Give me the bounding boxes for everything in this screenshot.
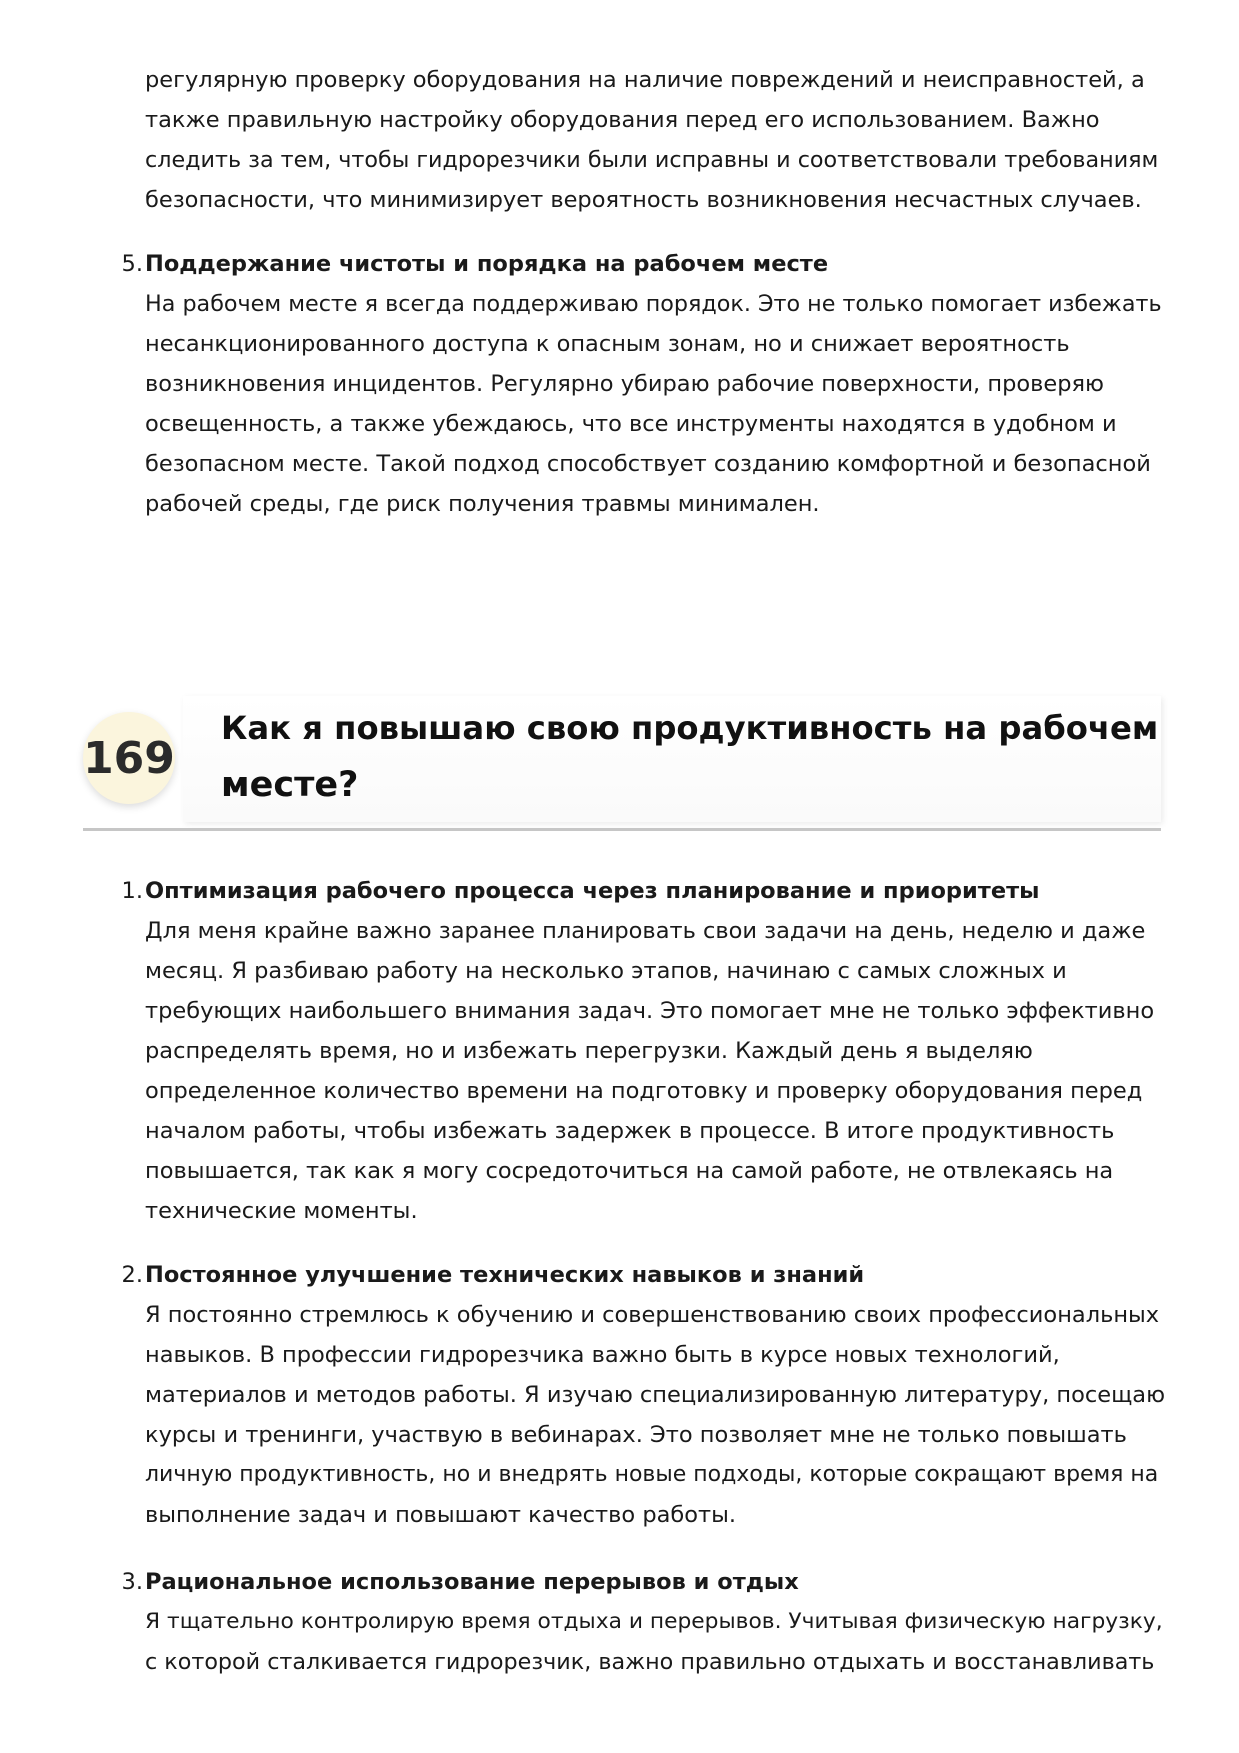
text-line: освещенность, а также убеждаюсь, что все инструменты находятся в удобном и [145, 411, 1117, 437]
text-line: безопасном месте. Такой подход способствует созданию комфортной и безопасной [145, 451, 1151, 477]
section-header [83, 692, 1161, 832]
text-line: курсы и тренинги, участвую в вебинарах. Это позволяет мне не только повышать [145, 1422, 1127, 1448]
list-item-title: Рациональное использование перерывов и отдых [145, 1569, 799, 1595]
list-item-number: 1. [121, 878, 143, 904]
text-line: возникновения инцидентов. Регулярно убираю рабочие поверхности, проверяю [145, 371, 1104, 397]
text-line: выполнение задач и повышают качество работы. [145, 1502, 737, 1528]
list-item-number: 5. [121, 251, 143, 277]
text-line: определенное количество времени на подготовку и проверку оборудования перед [145, 1078, 1143, 1104]
text-line: навыков. В профессии гидрорезчика важно быть в курсе новых технологий, [145, 1342, 1060, 1368]
list-item-number: 2. [121, 1262, 143, 1288]
text-line: регулярную проверку оборудования на наличие повреждений и неисправностей, а [145, 67, 1145, 93]
list-item-body [145, 1562, 1165, 1682]
text-line: рабочей среды, где риск получения травмы минимален. [145, 491, 820, 517]
text-line: материалов и методов работы. Я изучаю специализированную литературу, посещаю [145, 1382, 1166, 1408]
section-number-badge: 169 [83, 712, 175, 804]
list-item-title: Постоянное улучшение технических навыков и знаний [145, 1262, 865, 1288]
text-line: Для меня крайне важно заранее планировать свои задачи на день, неделю и даже [145, 918, 1146, 944]
section-title-line: Как я повышаю свою продуктивность на рабочем [221, 709, 1159, 747]
text-line: Я тщательно контролирую время отдыха и перерывов. Учитывая физическую нагрузку, [145, 1609, 1163, 1634]
list-item-body [145, 1255, 1165, 1535]
continuation-body [145, 60, 1165, 220]
text-line: Я постоянно стремлюсь к обучению и совершенствованию своих профессиональных [145, 1302, 1160, 1328]
text-line: несанкционированного доступа к опасным зонам, но и снижает вероятность [145, 331, 1070, 357]
text-line: также правильную настройку оборудования перед его использованием. Важно [145, 107, 1100, 133]
section-title-line: месте? [221, 765, 359, 805]
text-line: безопасности, что минимизирует вероятность возникновения несчастных случаев. [145, 187, 1142, 213]
text-line: месяц. Я разбиваю работу на несколько этапов, начинаю с самых сложных и [145, 958, 1067, 984]
text-line: личную продуктивность, но и внедрять новые подходы, которые сокращают время на [145, 1462, 1159, 1487]
section-divider [83, 828, 1161, 831]
text-line: следить за тем, чтобы гидрорезчики были исправны и соответствовали требованиям [145, 147, 1159, 173]
list-item-title: Поддержание чистоты и порядка на рабочем месте [145, 251, 829, 277]
text-line: началом работы, чтобы избежать задержек в процессе. В итоге продуктивность [145, 1118, 1115, 1144]
list-item-title: Оптимизация рабочего процесса через планирование и приоритеты [145, 878, 1040, 904]
text-line: требующих наибольшего внимания задач. Это помогает мне не только эффективно [145, 998, 1155, 1024]
text-line: повышается, так как я могу сосредоточиться на самой работе, не отвлекаясь на [145, 1158, 1114, 1184]
text-line: с которой сталкивается гидрорезчик, важно правильно отдыхать и восстанавливать [145, 1649, 1155, 1675]
list-item-number: 3. [121, 1569, 143, 1595]
list-item-body [145, 244, 1165, 524]
list-item-body [145, 871, 1165, 1231]
section-title [221, 700, 1161, 814]
text-line: На рабочем месте я всегда поддерживаю порядок. Это не только помогает избежать [145, 291, 1162, 317]
text-line: технические моменты. [145, 1198, 418, 1224]
text-line: распределять время, но и избежать перегрузки. Каждый день я выделяю [145, 1038, 1033, 1064]
